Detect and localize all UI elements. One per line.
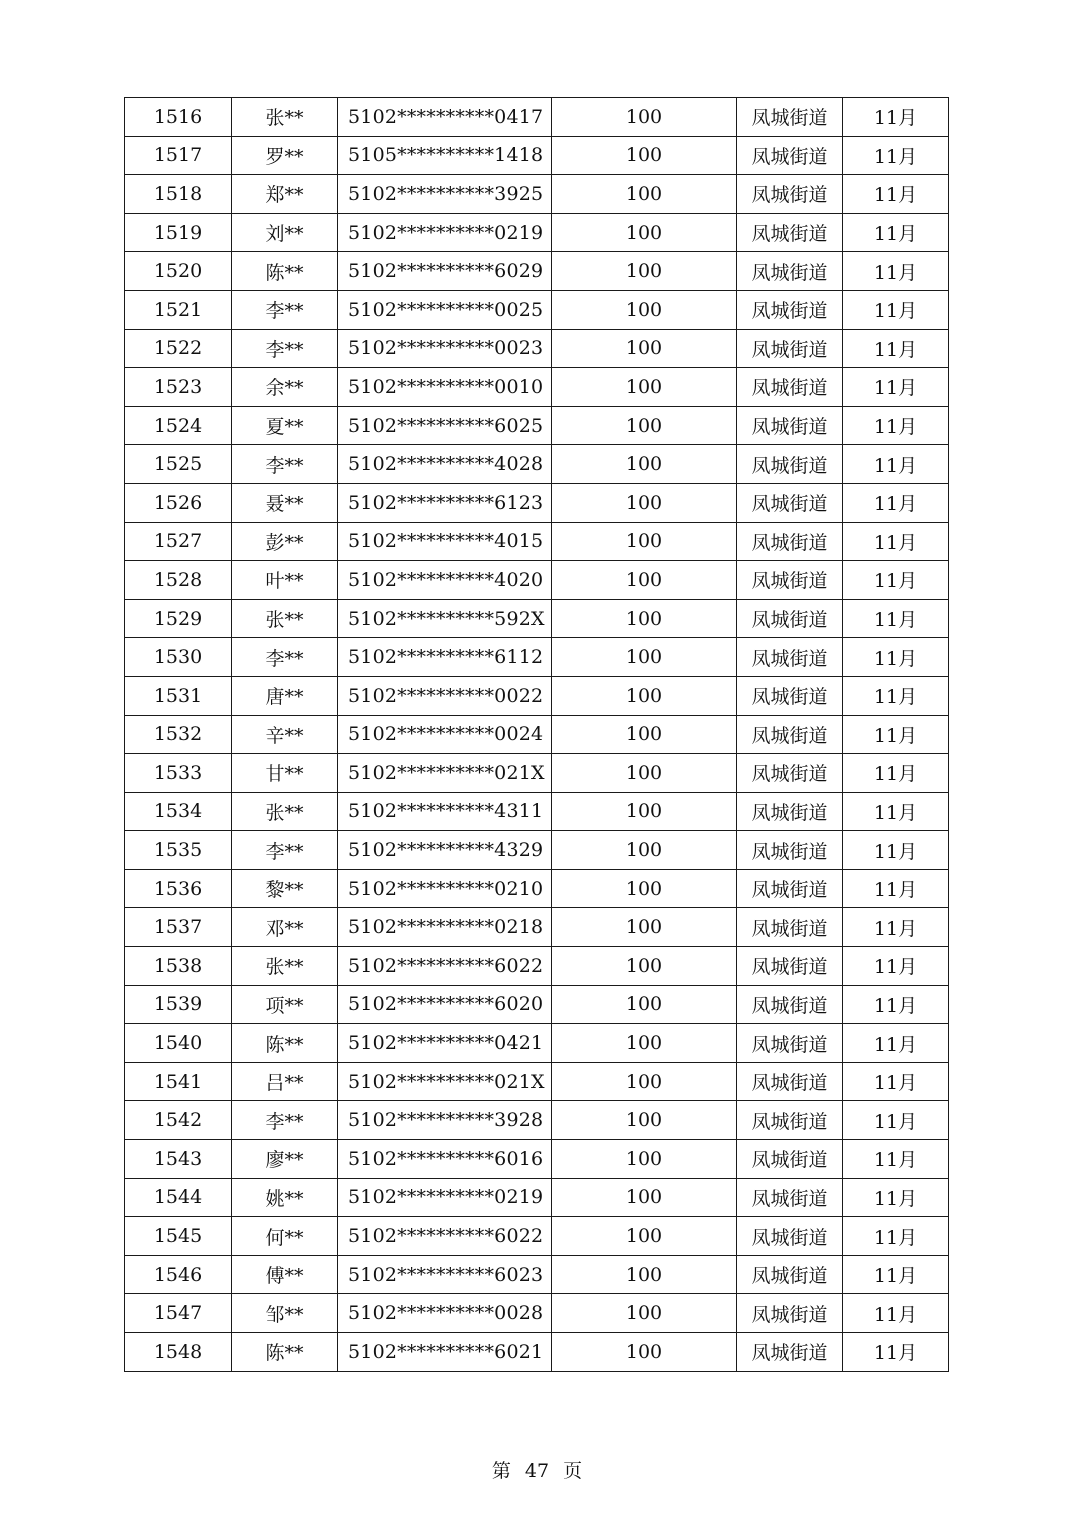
cell-month: 11月 xyxy=(843,329,949,368)
cell-month: 11月 xyxy=(843,136,949,175)
table-row xyxy=(125,175,949,214)
cell-amount: 100 xyxy=(552,1024,737,1063)
cell-street: 凤城街道 xyxy=(737,908,843,947)
cell-month: 11月 xyxy=(843,985,949,1024)
cell-name: 李** xyxy=(232,831,338,870)
cell-month: 11月 xyxy=(843,715,949,754)
cell-month: 11月 xyxy=(843,98,949,137)
cell-amount: 100 xyxy=(552,947,737,986)
cell-name: 姚** xyxy=(232,1178,338,1217)
table-row xyxy=(125,792,949,831)
cell-street: 凤城街道 xyxy=(737,1217,843,1256)
cell-id-number: 5102**********0025 xyxy=(338,290,552,329)
cell-name: 辛** xyxy=(232,715,338,754)
cell-street: 凤城街道 xyxy=(737,445,843,484)
cell-street: 凤城街道 xyxy=(737,98,843,137)
cell-street: 凤城街道 xyxy=(737,406,843,445)
cell-id-number: 5102**********6021 xyxy=(338,1333,552,1372)
cell-name: 唐** xyxy=(232,676,338,715)
cell-serial-number: 1525 xyxy=(125,445,232,484)
table-row xyxy=(125,98,949,137)
cell-serial-number: 1548 xyxy=(125,1333,232,1372)
cell-amount: 100 xyxy=(552,754,737,793)
cell-street: 凤城街道 xyxy=(737,676,843,715)
table-row xyxy=(125,947,949,986)
cell-month: 11月 xyxy=(843,483,949,522)
cell-month: 11月 xyxy=(843,754,949,793)
cell-id-number: 5102**********4015 xyxy=(338,522,552,561)
table-row xyxy=(125,483,949,522)
cell-name: 李** xyxy=(232,638,338,677)
cell-amount: 100 xyxy=(552,792,737,831)
page-number: 47 xyxy=(524,1460,550,1482)
cell-street: 凤城街道 xyxy=(737,329,843,368)
cell-name: 聂** xyxy=(232,483,338,522)
cell-id-number: 5102**********0218 xyxy=(338,908,552,947)
cell-id-number: 5102**********021X xyxy=(338,1062,552,1101)
cell-id-number: 5102**********6112 xyxy=(338,638,552,677)
table-row xyxy=(125,368,949,407)
cell-serial-number: 1529 xyxy=(125,599,232,638)
cell-serial-number: 1523 xyxy=(125,368,232,407)
cell-id-number: 5102**********0024 xyxy=(338,715,552,754)
cell-id-number: 5102**********021X xyxy=(338,754,552,793)
cell-serial-number: 1536 xyxy=(125,869,232,908)
cell-street: 凤城街道 xyxy=(737,1140,843,1179)
cell-amount: 100 xyxy=(552,329,737,368)
cell-month: 11月 xyxy=(843,522,949,561)
cell-id-number: 5102**********0210 xyxy=(338,869,552,908)
table-row xyxy=(125,1217,949,1256)
cell-amount: 100 xyxy=(552,676,737,715)
cell-name: 何** xyxy=(232,1217,338,1256)
cell-amount: 100 xyxy=(552,213,737,252)
cell-month: 11月 xyxy=(843,1178,949,1217)
cell-street: 凤城街道 xyxy=(737,136,843,175)
cell-street: 凤城街道 xyxy=(737,483,843,522)
cell-serial-number: 1524 xyxy=(125,406,232,445)
cell-name: 廖** xyxy=(232,1140,338,1179)
cell-amount: 100 xyxy=(552,715,737,754)
cell-serial-number: 1537 xyxy=(125,908,232,947)
cell-street: 凤城街道 xyxy=(737,638,843,677)
table-row xyxy=(125,213,949,252)
cell-serial-number: 1521 xyxy=(125,290,232,329)
table-row xyxy=(125,638,949,677)
cell-amount: 100 xyxy=(552,638,737,677)
cell-id-number: 5102**********6123 xyxy=(338,483,552,522)
cell-month: 11月 xyxy=(843,1024,949,1063)
cell-month: 11月 xyxy=(843,1217,949,1256)
cell-month: 11月 xyxy=(843,1140,949,1179)
cell-amount: 100 xyxy=(552,599,737,638)
cell-serial-number: 1535 xyxy=(125,831,232,870)
table-row xyxy=(125,1101,949,1140)
cell-amount: 100 xyxy=(552,175,737,214)
cell-name: 陈** xyxy=(232,1333,338,1372)
cell-name: 项** xyxy=(232,985,338,1024)
cell-serial-number: 1544 xyxy=(125,1178,232,1217)
cell-serial-number: 1531 xyxy=(125,676,232,715)
cell-serial-number: 1526 xyxy=(125,483,232,522)
cell-serial-number: 1533 xyxy=(125,754,232,793)
cell-month: 11月 xyxy=(843,252,949,291)
cell-id-number: 5105**********1418 xyxy=(338,136,552,175)
table-row xyxy=(125,1024,949,1063)
table-row xyxy=(125,445,949,484)
cell-amount: 100 xyxy=(552,522,737,561)
cell-amount: 100 xyxy=(552,368,737,407)
cell-amount: 100 xyxy=(552,406,737,445)
table-row xyxy=(125,1140,949,1179)
table-row xyxy=(125,676,949,715)
cell-month: 11月 xyxy=(843,638,949,677)
table-row xyxy=(125,136,949,175)
table-row xyxy=(125,908,949,947)
cell-serial-number: 1519 xyxy=(125,213,232,252)
records-table xyxy=(124,97,949,1372)
cell-month: 11月 xyxy=(843,406,949,445)
cell-amount: 100 xyxy=(552,908,737,947)
table-row xyxy=(125,831,949,870)
cell-id-number: 5102**********0417 xyxy=(338,98,552,137)
cell-name: 郑** xyxy=(232,175,338,214)
cell-month: 11月 xyxy=(843,213,949,252)
cell-month: 11月 xyxy=(843,1062,949,1101)
cell-month: 11月 xyxy=(843,290,949,329)
cell-serial-number: 1547 xyxy=(125,1294,232,1333)
cell-month: 11月 xyxy=(843,1294,949,1333)
cell-street: 凤城街道 xyxy=(737,599,843,638)
cell-street: 凤城街道 xyxy=(737,175,843,214)
cell-id-number: 5102**********0023 xyxy=(338,329,552,368)
cell-month: 11月 xyxy=(843,175,949,214)
cell-id-number: 5102**********6022 xyxy=(338,1217,552,1256)
page-footer xyxy=(0,1456,1074,1483)
cell-amount: 100 xyxy=(552,252,737,291)
cell-month: 11月 xyxy=(843,1333,949,1372)
cell-street: 凤城街道 xyxy=(737,368,843,407)
cell-name: 张** xyxy=(232,792,338,831)
cell-id-number: 5102**********3928 xyxy=(338,1101,552,1140)
cell-serial-number: 1542 xyxy=(125,1101,232,1140)
cell-name: 张** xyxy=(232,947,338,986)
cell-month: 11月 xyxy=(843,599,949,638)
cell-street: 凤城街道 xyxy=(737,290,843,329)
cell-id-number: 5102**********0219 xyxy=(338,1178,552,1217)
cell-month: 11月 xyxy=(843,1101,949,1140)
cell-id-number: 5102**********4028 xyxy=(338,445,552,484)
cell-name: 傅** xyxy=(232,1255,338,1294)
cell-street: 凤城街道 xyxy=(737,522,843,561)
cell-street: 凤城街道 xyxy=(737,754,843,793)
cell-amount: 100 xyxy=(552,1140,737,1179)
table-row xyxy=(125,1294,949,1333)
cell-serial-number: 1543 xyxy=(125,1140,232,1179)
cell-id-number: 5102**********4311 xyxy=(338,792,552,831)
cell-name: 邓** xyxy=(232,908,338,947)
cell-serial-number: 1532 xyxy=(125,715,232,754)
cell-month: 11月 xyxy=(843,368,949,407)
cell-name: 刘** xyxy=(232,213,338,252)
cell-serial-number: 1522 xyxy=(125,329,232,368)
cell-street: 凤城街道 xyxy=(737,252,843,291)
table-row xyxy=(125,522,949,561)
cell-street: 凤城街道 xyxy=(737,1255,843,1294)
cell-amount: 100 xyxy=(552,1294,737,1333)
cell-street: 凤城街道 xyxy=(737,715,843,754)
cell-street: 凤城街道 xyxy=(737,1178,843,1217)
cell-name: 甘** xyxy=(232,754,338,793)
cell-month: 11月 xyxy=(843,792,949,831)
table-row xyxy=(125,329,949,368)
cell-month: 11月 xyxy=(843,445,949,484)
cell-amount: 100 xyxy=(552,561,737,600)
cell-amount: 100 xyxy=(552,1101,737,1140)
cell-id-number: 5102**********0022 xyxy=(338,676,552,715)
cell-amount: 100 xyxy=(552,869,737,908)
cell-name: 叶** xyxy=(232,561,338,600)
table-row xyxy=(125,561,949,600)
cell-id-number: 5102**********0028 xyxy=(338,1294,552,1333)
cell-id-number: 5102**********6023 xyxy=(338,1255,552,1294)
cell-amount: 100 xyxy=(552,831,737,870)
cell-serial-number: 1530 xyxy=(125,638,232,677)
cell-street: 凤城街道 xyxy=(737,831,843,870)
cell-name: 李** xyxy=(232,445,338,484)
cell-serial-number: 1527 xyxy=(125,522,232,561)
cell-month: 11月 xyxy=(843,869,949,908)
table-row xyxy=(125,1178,949,1217)
cell-amount: 100 xyxy=(552,1217,737,1256)
cell-serial-number: 1517 xyxy=(125,136,232,175)
cell-serial-number: 1516 xyxy=(125,98,232,137)
cell-serial-number: 1541 xyxy=(125,1062,232,1101)
cell-street: 凤城街道 xyxy=(737,869,843,908)
cell-month: 11月 xyxy=(843,561,949,600)
table-row xyxy=(125,406,949,445)
cell-street: 凤城街道 xyxy=(737,792,843,831)
cell-id-number: 5102**********6029 xyxy=(338,252,552,291)
page-prefix: 第 xyxy=(491,1460,511,1482)
cell-street: 凤城街道 xyxy=(737,985,843,1024)
cell-id-number: 5102**********6025 xyxy=(338,406,552,445)
cell-name: 罗** xyxy=(232,136,338,175)
cell-name: 李** xyxy=(232,1101,338,1140)
table-row xyxy=(125,599,949,638)
cell-amount: 100 xyxy=(552,1333,737,1372)
cell-street: 凤城街道 xyxy=(737,947,843,986)
cell-month: 11月 xyxy=(843,676,949,715)
cell-id-number: 5102**********0219 xyxy=(338,213,552,252)
table-row xyxy=(125,1062,949,1101)
cell-id-number: 5102**********6022 xyxy=(338,947,552,986)
cell-amount: 100 xyxy=(552,483,737,522)
cell-id-number: 5102**********0421 xyxy=(338,1024,552,1063)
cell-name: 张** xyxy=(232,98,338,137)
cell-street: 凤城街道 xyxy=(737,213,843,252)
cell-serial-number: 1545 xyxy=(125,1217,232,1256)
cell-serial-number: 1540 xyxy=(125,1024,232,1063)
table-row xyxy=(125,869,949,908)
table-row xyxy=(125,754,949,793)
cell-serial-number: 1538 xyxy=(125,947,232,986)
cell-serial-number: 1528 xyxy=(125,561,232,600)
page-suffix: 页 xyxy=(563,1460,583,1482)
cell-name: 张** xyxy=(232,599,338,638)
cell-amount: 100 xyxy=(552,1255,737,1294)
cell-name: 余** xyxy=(232,368,338,407)
cell-street: 凤城街道 xyxy=(737,561,843,600)
cell-id-number: 5102**********0010 xyxy=(338,368,552,407)
cell-month: 11月 xyxy=(843,947,949,986)
cell-id-number: 5102**********592X xyxy=(338,599,552,638)
cell-serial-number: 1539 xyxy=(125,985,232,1024)
cell-amount: 100 xyxy=(552,1178,737,1217)
cell-name: 李** xyxy=(232,290,338,329)
table-row xyxy=(125,715,949,754)
cell-id-number: 5102**********6016 xyxy=(338,1140,552,1179)
cell-street: 凤城街道 xyxy=(737,1024,843,1063)
table-row xyxy=(125,1255,949,1294)
cell-serial-number: 1518 xyxy=(125,175,232,214)
cell-month: 11月 xyxy=(843,908,949,947)
cell-id-number: 5102**********3925 xyxy=(338,175,552,214)
cell-name: 邹** xyxy=(232,1294,338,1333)
cell-name: 彭** xyxy=(232,522,338,561)
table-row xyxy=(125,290,949,329)
cell-street: 凤城街道 xyxy=(737,1101,843,1140)
cell-street: 凤城街道 xyxy=(737,1294,843,1333)
table-row xyxy=(125,1333,949,1372)
cell-name: 夏** xyxy=(232,406,338,445)
cell-name: 吕** xyxy=(232,1062,338,1101)
cell-street: 凤城街道 xyxy=(737,1062,843,1101)
cell-amount: 100 xyxy=(552,98,737,137)
cell-amount: 100 xyxy=(552,985,737,1024)
cell-serial-number: 1520 xyxy=(125,252,232,291)
records-table-body xyxy=(125,98,949,1372)
cell-name: 黎** xyxy=(232,869,338,908)
cell-id-number: 5102**********6020 xyxy=(338,985,552,1024)
cell-name: 陈** xyxy=(232,252,338,291)
cell-name: 陈** xyxy=(232,1024,338,1063)
cell-serial-number: 1534 xyxy=(125,792,232,831)
cell-month: 11月 xyxy=(843,1255,949,1294)
cell-amount: 100 xyxy=(552,290,737,329)
cell-id-number: 5102**********4020 xyxy=(338,561,552,600)
cell-name: 李** xyxy=(232,329,338,368)
cell-amount: 100 xyxy=(552,136,737,175)
table-row xyxy=(125,985,949,1024)
table-row xyxy=(125,252,949,291)
cell-amount: 100 xyxy=(552,1062,737,1101)
cell-id-number: 5102**********4329 xyxy=(338,831,552,870)
cell-street: 凤城街道 xyxy=(737,1333,843,1372)
cell-amount: 100 xyxy=(552,445,737,484)
cell-serial-number: 1546 xyxy=(125,1255,232,1294)
cell-month: 11月 xyxy=(843,831,949,870)
